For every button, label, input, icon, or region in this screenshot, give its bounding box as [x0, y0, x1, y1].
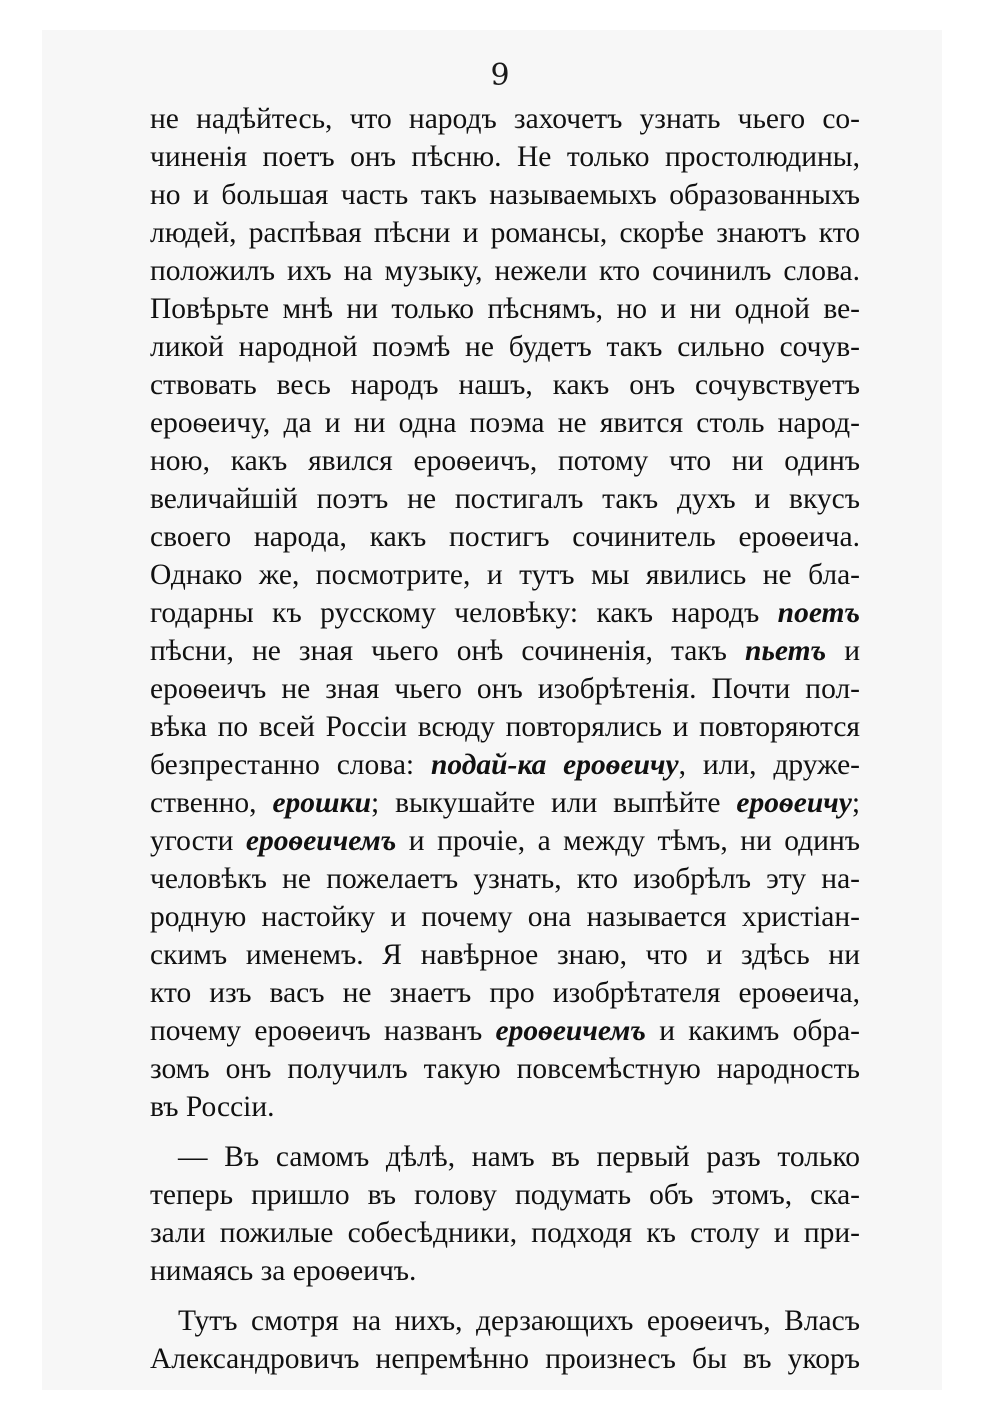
text-segment: и какимъ обра-	[659, 1015, 860, 1047]
paragraph-gap	[150, 1290, 860, 1302]
text-line: положилъ ихъ на музыку, нежели кто сочинилъ слова.	[150, 255, 860, 287]
text-line: Тутъ смотря на нихъ, дерзающихъ ероѳеичъ, Власъ	[178, 1305, 860, 1337]
text-line	[150, 746, 860, 784]
text-line: зали пожилые собесѣдники, подходя къ столу и при-	[150, 1217, 860, 1249]
text-line: родную настойку и почему она называется христіан-	[150, 901, 860, 933]
text-line	[150, 784, 860, 822]
text-line	[150, 594, 860, 632]
text-segment: ; выкушайте или выпѣйте	[370, 787, 721, 819]
text-line	[150, 632, 860, 670]
italic-term: поетъ	[777, 597, 860, 629]
text-line: ероѳеичу, да и ни одна поэма не явится столь народ-	[150, 407, 860, 439]
text-segment: почему ероѳеичъ названъ	[150, 1015, 483, 1047]
text-segment: пѣсни, не зная чьего онѣ сочиненія, такъ	[150, 635, 727, 667]
text-line: Повѣрьте мнѣ ни только пѣснямъ, но и ни одной ве-	[150, 293, 860, 325]
text-line: ствовать весь народъ нашъ, какъ онъ сочувствуетъ	[150, 369, 860, 401]
text-line: теперь пришло въ голову подумать объ этомъ, ска-	[150, 1179, 860, 1211]
italic-term: ерошки	[272, 787, 371, 819]
text-segment: безпрестанно слова:	[150, 749, 415, 781]
text-segment: годарны къ русскому человѣку: какъ народъ	[150, 597, 760, 629]
text-line: скимъ именемъ. Я навѣрное знаю, что и здѣсь ни	[150, 939, 860, 971]
italic-term: ероѳеичемъ	[245, 825, 397, 857]
text-line: ною, какъ явился ероѳеичъ, потому что ни одинъ	[150, 445, 860, 477]
text-line: кто изъ васъ не знаетъ про изобрѣтателя ероѳеича,	[150, 977, 860, 1009]
text-line: своего народа, какъ постигъ сочинитель ероѳеича.	[150, 521, 860, 553]
paragraph-gap	[150, 1126, 860, 1138]
text-segment: ;	[851, 787, 860, 819]
text-line: нимаясь за ероѳеичъ.	[150, 1255, 417, 1287]
text-line: Александровичъ непремѣнно произнесъ бы въ укоръ	[150, 1343, 860, 1375]
text-line: человѣкъ не пожелаетъ узнать, кто изобрѣлъ эту на-	[150, 863, 860, 895]
text-line: чиненія поетъ онъ пѣсню. Не только простолюдины,	[150, 141, 860, 173]
italic-term: подай-ка ероѳеичу	[430, 749, 679, 781]
italic-term: пьетъ	[745, 635, 827, 667]
body-text	[150, 100, 860, 1378]
text-segment: и	[844, 635, 860, 667]
text-line: величайшій поэтъ не постигалъ такъ духъ и вкусъ	[150, 483, 860, 515]
text-segment: и прочіе, а между тѣмъ, ни одинъ	[408, 825, 860, 857]
italic-term: ероѳеичемъ	[495, 1015, 646, 1047]
text-line	[150, 1012, 860, 1050]
text-segment: , или, друже-	[678, 749, 860, 781]
text-line: но и большая часть такъ называемыхъ образованныхъ	[150, 179, 860, 211]
text-line: — Въ самомъ дѣлѣ, намъ въ первый разъ только	[178, 1141, 860, 1173]
text-line: ликой народной поэмѣ не будетъ такъ сильно сочув-	[150, 331, 860, 363]
text-line: людей, распѣвая пѣсни и романсы, скорѣе знаютъ кто	[150, 217, 860, 249]
text-segment: угости	[150, 825, 234, 857]
text-line: зомъ онъ получилъ такую повсемѣстную народность	[150, 1053, 860, 1085]
text-line: вѣка по всей Россіи всюду повторялись и повторяются	[150, 711, 860, 743]
italic-term: ероѳеичу	[736, 787, 852, 819]
text-line: въ Россіи.	[150, 1091, 275, 1123]
text-line	[150, 822, 860, 860]
text-segment: ственно,	[150, 787, 257, 819]
text-line: не надѣйтесь, что народъ захочетъ узнать чьего со-	[150, 103, 860, 135]
text-line: Однако же, посмотрите, и тутъ мы явились не бла-	[150, 559, 860, 591]
page-number: 9	[490, 58, 510, 93]
text-line: ероѳеичъ не зная чьего онъ изобрѣтенія. Почти пол-	[150, 673, 860, 705]
